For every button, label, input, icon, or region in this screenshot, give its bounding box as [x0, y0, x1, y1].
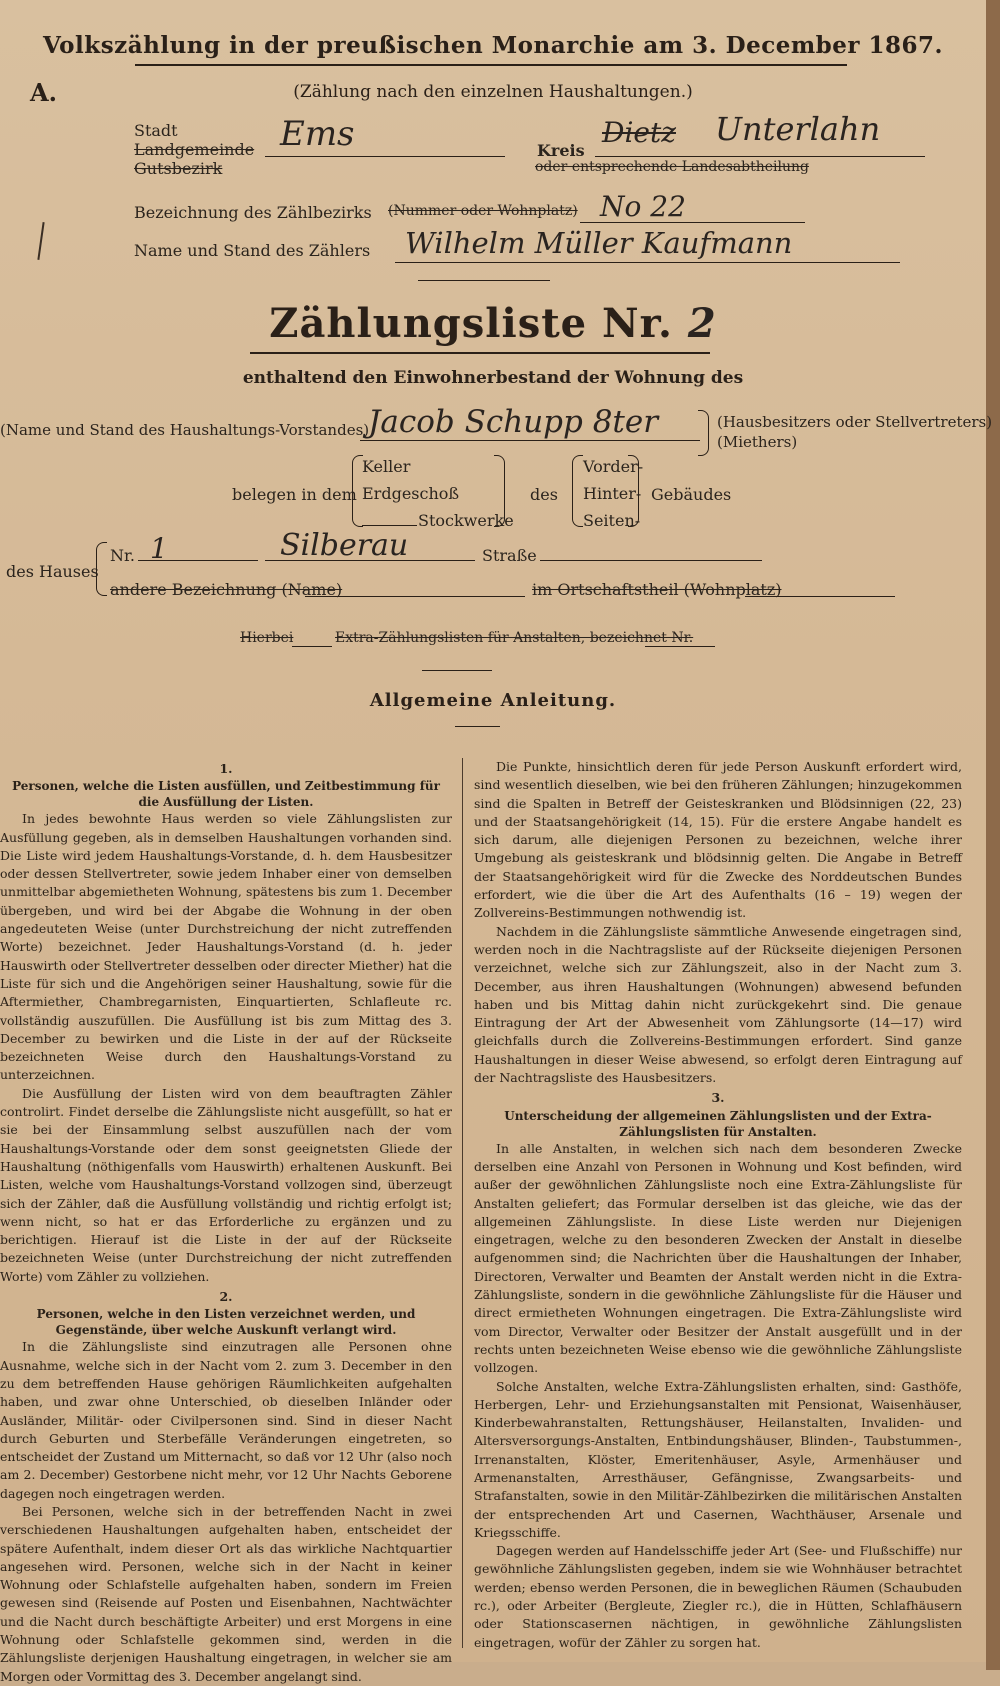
label-kreis-alt: oder entsprechende Landesabtheilung	[535, 159, 810, 175]
label-ortschaftstheil: im Ortschaftstheil (Wohnplatz)	[532, 580, 782, 599]
list-number: 2	[687, 300, 717, 347]
label-zaehler: Name und Stand des Zählers	[134, 241, 371, 260]
ortschaft-line	[745, 596, 895, 597]
floor-blank	[362, 525, 417, 526]
list-title-underline	[250, 352, 710, 354]
page-edge	[986, 0, 1000, 1670]
instruction-paragraph: Dagegen werden auf Handelsschiffe jeder Art (See- und Flußschiffe) nur gewöhnliche Zählungslisten gegeben, indem sie wie Wohnhäuser betrachtet werden; ebenso werden Personen, die in beweglichen Räumen (Schaubuden rc.), oder Arbeiter (Bergleute, Ziegler rc.), die in Hütten, Schlafhäusern oder Stationscasernen nächtigen, in gewöhnliche Zählungslisten eingetragen, wofür der Zähler zu sorgen hat.	[474, 1543, 962, 1650]
hierbei-line	[292, 646, 332, 647]
extra-line	[645, 646, 715, 647]
position-option-seiten: Seiten-	[583, 511, 641, 530]
form-title: Volkszählung in der preußischen Monarchie am 3. December 1867.	[42, 32, 944, 59]
label-des-hauses: des Hauses	[6, 562, 99, 581]
label-des: des	[530, 485, 558, 504]
nr-line	[138, 560, 258, 561]
title-underline	[135, 64, 847, 66]
instructions-heading: Allgemeine Anleitung.	[369, 690, 617, 711]
instruction-paragraph: Die Ausfüllung der Listen wird von dem beauftragten Zähler controlirt. Findet derselbe die Zählungsliste nicht ausgefüllt, so hat er sie bei der Einsammlung selbst auszufüllen nach der vom Haushaltungs-Vorstande oder dem sonst geeignetsten Gliede der Haushaltung (nöthigenfalls vom Hauswirth) erhaltenen Auskunft. Bei Listen, welche vom Haushaltungs-Vorstand vollzogen sind, überzeugt sich der Zähler, daß die Ausfüllung vollständig und richtig erfolgt ist; wenn nicht, so hat er das Erforderliche zu ergänzen und zu berichtigen. Hierauf ist die Liste in der auf der Rückseite bezeichneten Weise (unter Durchstreichung der nicht zutreffenden Worte) vom Zähler zu vollziehen.	[0, 1085, 452, 1284]
instruction-paragraph: In die Zählungsliste sind einzutragen alle Personen ohne Ausnahme, welche sich in der Nacht vom 2. zum 3. December in den zu dem betreffenden Hause gehörigen Räumlichkeiten aufgehalten haben, und zwar ohne Unterschied, ob dieselben Inländer oder Ausländer, Militär- oder Civilpersonen sind. Sind in dieser Nacht durch Geburten und Sterbefälle Veränderungen eingetreten, so entscheidet der Zustand um Mitternacht, so daß vor 12 Uhr (also noch am 2. December) Gestorbene nicht mehr, vor 12 Uhr Nachts Geborene dagegen noch eingetragen werden.	[0, 1339, 452, 1501]
value-strasse: Silberau	[280, 528, 409, 563]
strasse-line-2	[540, 560, 762, 561]
strasse-line	[265, 560, 475, 561]
value-zaehler: Wilhelm Müller Kaufmann	[405, 226, 793, 260]
kreis-line	[595, 156, 925, 157]
floor-option-keller: Keller	[362, 457, 411, 476]
instruction-paragraph: In alle Anstalten, in welchen sich nach dem besonderen Zwecke derselben eine Anzahl von Personen in Wohnung und Kost befinden, wird außer der gewöhnlichen Zählungsliste noch eine Extra-Zählungsliste für Anstalten geliefert; das Formular derselben ist das gleiche, wie das der allgemeinen Zählungsliste. In diese Liste werden nur Diejenigen eingetragen, welche zu den besonderen Zwecken der Anstalt in dieselbe aufgenommen sind; die Nachrichten über die Haushaltungen der Inhaber, Directoren, Verwalter und Beamten der Anstalt werden nicht in die Extra-Zählungsliste, sondern in die gewöhnliche Zählungsliste für die Häuser und direct ermietheten Wohnungen eingetragen. Die Extra-Zählungsliste wird vom Director, Verwalter oder Besitzer der Anstalt ausgefüllt und in der rechts unten bezeichneten Weise ebenso wie die gewöhnliche Zählungsliste vollzogen.	[474, 1140, 962, 1376]
value-nr: 1	[150, 532, 168, 565]
label-andere-bezeichnung: andere Bezeichnung (Name)	[110, 580, 343, 599]
value-vorstand: Jacob Schupp 8ter	[368, 404, 659, 440]
label-strasse: Straße	[482, 546, 537, 565]
value-zaehlbezirk: No 22	[600, 190, 686, 223]
form-subtitle: (Zählung nach den einzelnen Haushaltungen.)	[293, 82, 693, 102]
list-title	[0, 300, 986, 347]
instruction-paragraph: Bei Personen, welche sich in der betreffenden Nacht in zwei verschiedenen Haushaltungen aufgehalten haben, entscheidet der spätere Aufenthalt, indem dieser Ort als das wirkliche Nachtquartier angesehen wird. Personen, welche sich in der Nacht in keiner Wohnung oder Schlafstelle aufgehalten haben, sondern im Freien gewesen sind (Reisende auf Posten und Eisenbahnen, Nachtwächter und die Nacht durch beschäftigte Arbeiter) und erst Morgens in eine Wohnung oder Schlafstelle gekommen sind, werden in die Zählungsliste derjenigen Haushaltung eingetragen, in welcher sie am Morgen oder Vormittag des 3. December angelangt sind.	[0, 1503, 452, 1684]
section-letter: A.	[30, 78, 57, 107]
label-kreis: Kreis	[537, 141, 585, 160]
label-belegen: belegen in dem	[232, 485, 357, 504]
brace-position-right	[628, 455, 639, 527]
vorstand-line	[360, 440, 700, 441]
label-extra-zaehlungslisten: Extra-Zählungslisten für Anstalten, bezeichnet Nr.	[335, 630, 694, 646]
label-landgemeinde: Landgemeinde	[134, 140, 255, 159]
short-divider-2	[422, 670, 492, 671]
brace-hauses	[96, 542, 107, 596]
instruction-paragraph: Solche Anstalten, welche Extra-Zählungslisten erhalten, sind: Gasthöfe, Herbergen, Lehr- und Erziehungsanstalten mit Pensionat, Waisenhäuser, Kinderbewahranstalten, Rettungshäuser, Heilanstalten, Invaliden- und Altersversorgungs-Anstalten, Entbindungshäuser, Blinden-, Taubstummen-, Irrenanstalten, Klöster, Emeritenhäuser, Asyle, Armenhäuser und Armenanstalten, Arresthäuser, Gefängnisse, Zwangsarbeits- und Strafanstalten, sowie in den Militär-Zählbezirken die militärischen Anstalten der entsprechenden Art und Casernen, Wachthäuser, Arsenale und Kriegsschiffe.	[474, 1378, 962, 1540]
label-hausbesitzer: (Hausbesitzers oder Stellvertreters)	[717, 413, 993, 431]
label-nr: Nr.	[110, 546, 135, 565]
instruction-paragraph: Nachdem in die Zählungsliste sämmtliche Anwesende eingetragen sind, werden noch in die Nachtragsliste auf der Rückseite diejenigen Personen verzeichnet, welche sich zur Zählungszeit, also in der Nacht zum 3. December, aus ihren Haushaltungen (Wohnungen) abwesend befunden haben und bis Mittag dahin nicht zurückgekehrt sind. Die genaue Eintragung der Art der Abwesenheit vom Zählungsorte (14—17) wird gleichfalls durch die Zollvereins-Bestimmungen erfordert. Sind ganze Haushaltungen in dieser Weise abwesend, so erfolgt deren Eintragung auf der Nachtragsliste des Hausbesitzers.	[474, 923, 962, 1086]
instruction-paragraph: Die Punkte, hinsichtlich deren für jede Person Auskunft erfordert wird, sind wesentlich dieselben, wie bei den früheren Zählungen; hinzugekommen sind die Spalten in Betreff der Geisteskranken und Blödsinnigen (22, 23) und der Staatsangehörigkeit (14, 15). Für die erstere Angabe handelt es sich darum, alle diejenigen Personen zu bezeichnen, welche ihrer Umgebung als geisteskrank und blödsinnig gelten. Die Angabe in Betreff der Staatsangehörigkeit wird für die Zwecke des Norddeutschen Bundes erfordert, wie die über die Art des Aufenthalts (16 – 19) wegen der Zollvereins-Bestimmungen nothwendig ist.	[474, 759, 962, 921]
instructions-heading-rule	[455, 726, 500, 727]
section-heading: Personen, welche in den Listen verzeichnet werden, und Gegenstände, über welche Auskunft verlangt wird.	[36, 1307, 416, 1338]
value-kreis: Unterlahn	[715, 110, 881, 148]
section-number: 2.	[219, 1289, 233, 1305]
instructions-left-column	[0, 758, 452, 1686]
short-divider	[418, 280, 550, 281]
position-option-vorder: Vorder-	[583, 457, 644, 476]
label-gutsbezirk: Gutsbezirk	[134, 159, 223, 178]
zaehler-line	[395, 262, 900, 263]
section-heading: Personen, welche die Listen ausfüllen, und Zeitbestimmung für die Ausfüllung der Listen.	[12, 779, 440, 810]
label-stadt: Stadt	[134, 121, 178, 140]
section-heading: Unterscheidung der allgemeinen Zählungslisten und der Extra-Zählungslisten für Anstalten.	[504, 1108, 932, 1139]
brace-position-left	[572, 455, 583, 527]
zaehlbezirk-line	[580, 222, 805, 223]
floor-option-erdgeschoss: Erdgeschoß	[362, 484, 460, 503]
section-number: 3.	[711, 1090, 725, 1106]
column-divider	[462, 758, 463, 1648]
value-kreis-struck: Dietz	[602, 116, 676, 149]
andere-line	[305, 596, 525, 597]
position-option-hinter: Hinter-	[583, 484, 642, 503]
label-zaehlbezirk: Bezeichnung des Zählbezirks	[134, 203, 372, 222]
value-stadt: Ems	[280, 114, 355, 154]
label-gebaeude: Gebäudes	[651, 485, 732, 504]
label-zaehlbezirk-struck: (Nummer oder Wohnplatz)	[388, 203, 578, 219]
brace-floor-right	[494, 455, 505, 527]
instructions-right-column	[474, 758, 962, 1652]
brace-hausbesitzer	[698, 410, 709, 456]
label-miether: (Miethers)	[717, 433, 798, 451]
instruction-paragraph: In jedes bewohnte Haus werden so viele Zählungslisten zur Ausfüllung gegeben, als in demselben Haushaltungen vorhanden sind. Die Liste wird jedem Haushaltungs-Vorstande, d. h. dem Hausbesitzer oder dessen Stellvertreter, sowie jedem Inhaber einer von demselben unmittelbar abgemietheten Wohnung, spätestens bis zum 1. December übergeben, und wird bei der Abgabe die Wohnung in der oben angedeuteten Weise (unter Durchstreichung der nicht zutreffenden Worte) bezeichnet. Jeder Haushaltungs-Vorstand (d. h. jeder Hauswirth oder Stellvertreter desselben oder directer Miether) hat die Liste für sich und die Angehörigen seiner Haushaltung, sowie für die Aftermiether, Chambregarnisten, Einquartierten, Schlafleute rc. vollständig auszufüllen. Die Ausfüllung ist bis zum Mittag des 3. December zu bewirken und die Liste in der auf der Rückseite bezeichneten Weise durch den Haushaltungs-Vorstand zu unterzeichnen.	[0, 811, 452, 1083]
section-number: 1.	[219, 761, 233, 776]
floor-option-stockwerke: Stockwerke	[418, 511, 514, 530]
list-title-text: Zählungsliste Nr.	[269, 300, 673, 347]
list-subtitle: enthaltend den Einwohnerbestand der Wohnung des	[242, 368, 744, 388]
label-hierbei: Hierbei	[240, 630, 294, 646]
label-vorstand: (Name und Stand des Haushaltungs-Vorstandes)	[0, 421, 370, 439]
stadt-line	[265, 156, 505, 157]
